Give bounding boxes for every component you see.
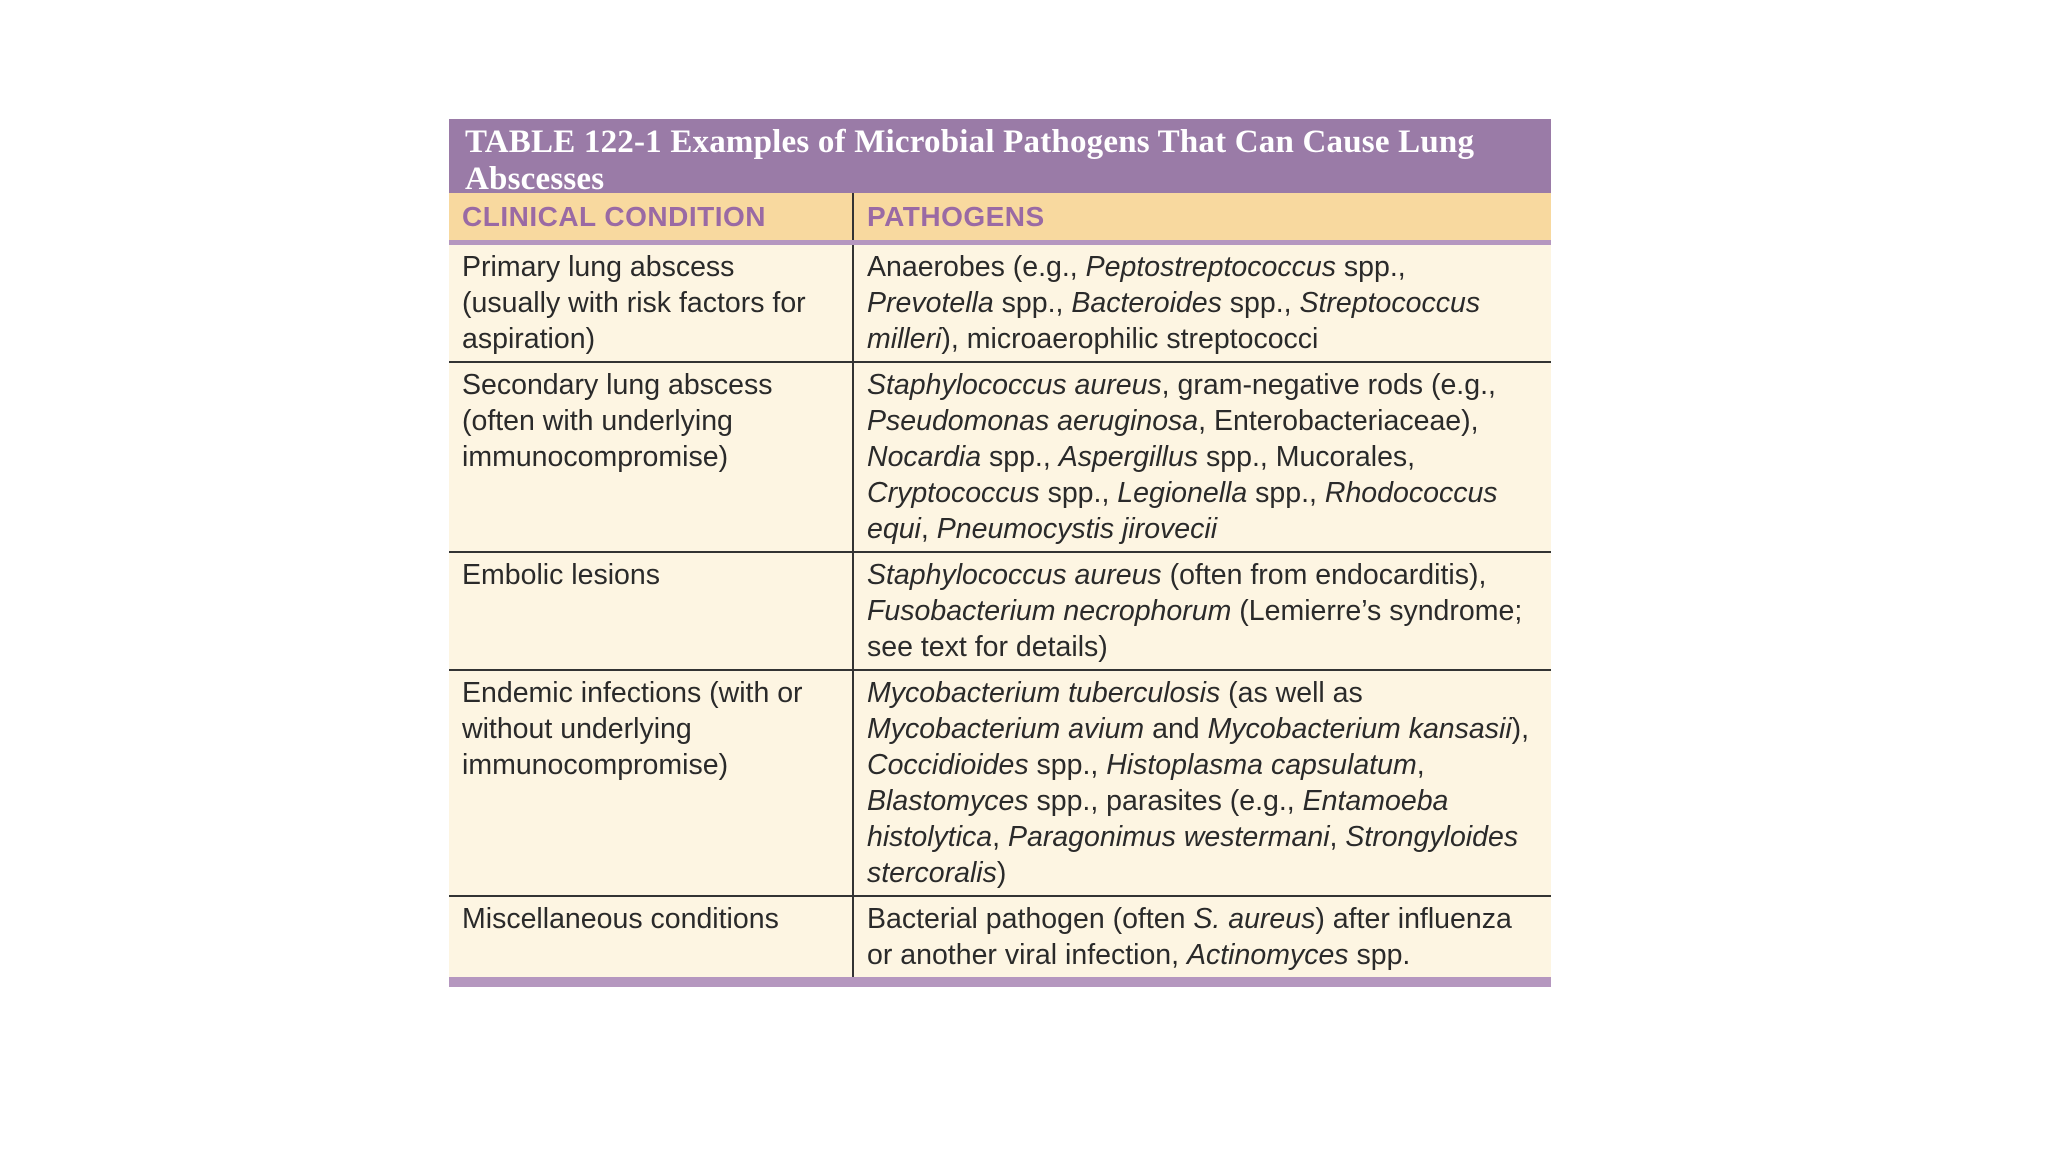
italic-taxon: S. aureus <box>1193 903 1316 935</box>
italic-taxon: Cryptococcus <box>867 477 1040 509</box>
table-row <box>449 243 1551 363</box>
italic-taxon: Aspergillus <box>1058 441 1199 473</box>
italic-taxon: Strongyloides stercoralis <box>867 821 1519 889</box>
pathogens-cell <box>853 896 1551 977</box>
text-segment: spp., <box>1247 477 1325 509</box>
text-segment: spp., parasites (e.g., <box>1028 785 1303 817</box>
italic-taxon: Mycobacterium tuberculosis <box>867 677 1221 709</box>
italic-taxon: Prevotella <box>867 287 994 319</box>
italic-taxon: Mycobacterium avium <box>867 713 1145 745</box>
text-segment: , <box>1416 749 1425 781</box>
text-segment: Bacterial pathogen (often <box>867 903 1194 935</box>
text-segment: and <box>1144 713 1208 745</box>
text-segment: ), <box>1511 713 1530 745</box>
pathogens-cell <box>853 243 1551 363</box>
table-bottom-bar <box>449 977 1551 987</box>
condition-cell: Embolic lesions <box>449 552 853 670</box>
italic-taxon: Actinomyces <box>1187 939 1349 971</box>
pathogens-cell <box>853 552 1551 670</box>
column-header-pathogens: PATHOGENS <box>853 193 1551 243</box>
condition-cell: Secondary lung abscess (often with underlying immunocompromise) <box>449 362 853 552</box>
text-segment: spp. <box>1348 939 1411 971</box>
italic-taxon: Peptostreptococcus <box>1085 251 1336 283</box>
italic-taxon: Nocardia <box>867 441 982 473</box>
condition-cell: Primary lung abscess (usually with risk factors for aspiration) <box>449 243 853 363</box>
pathogens-cell <box>853 362 1551 552</box>
condition-cell: Miscellaneous conditions <box>462 903 779 935</box>
table-title: TABLE 122-1 Examples of Microbial Pathogens That Can Cause Lung Abscesses <box>449 119 1551 193</box>
text-segment: spp., <box>1028 749 1107 781</box>
table-row <box>449 896 1551 977</box>
text-segment: , gram-negative rods (e.g., <box>1161 369 1496 401</box>
text-segment: (as well as <box>1220 677 1363 709</box>
italic-taxon: Staphylococcus aureus <box>867 369 1162 401</box>
text-segment: spp., <box>993 287 1072 319</box>
italic-taxon: Blastomyces <box>867 785 1029 817</box>
text-segment: ) after influenza or another viral infection, <box>867 903 1512 971</box>
text-segment: , <box>1329 821 1346 853</box>
text-segment: ) <box>996 857 1007 889</box>
text-segment: spp., <box>981 441 1059 473</box>
condition-cell: Endemic infections (with or without underlying immunocompromise) <box>449 670 853 896</box>
table-row <box>449 552 1551 670</box>
text-segment: Anaerobes (e.g., <box>867 251 1086 283</box>
italic-taxon: Pneumocystis jirovecii <box>936 513 1218 545</box>
text-segment: spp., <box>1335 251 1406 283</box>
italic-taxon: Mycobacterium kansasii <box>1207 713 1512 745</box>
text-segment: , <box>920 513 937 545</box>
italic-taxon: Paragonimus westermani <box>1007 821 1330 853</box>
text-segment: spp., Mucorales, <box>1198 441 1416 473</box>
italic-taxon: Streptococcus milleri <box>867 287 1481 355</box>
text-segment: ), microaerophilic streptococci <box>941 323 1319 355</box>
pathogens-cell <box>853 670 1551 896</box>
pathogen-table <box>449 119 1551 987</box>
text-segment: (Lemierre’s syndrome; see text for details) <box>867 595 1523 663</box>
text-segment: , Enterobacteriaceae), <box>1198 405 1479 437</box>
italic-taxon: Legionella <box>1117 477 1248 509</box>
italic-taxon: Bacteroides <box>1071 287 1222 319</box>
italic-taxon: Histoplasma capsulatum <box>1106 749 1417 781</box>
text-segment: spp., <box>1221 287 1300 319</box>
table-row <box>449 670 1551 896</box>
italic-taxon: Staphylococcus aureus <box>867 559 1162 591</box>
italic-taxon: Fusobacterium necrophorum <box>867 595 1232 627</box>
text-segment: (often from endocarditis), <box>1161 559 1487 591</box>
italic-taxon: Entamoeba histolytica <box>867 785 1449 853</box>
table-grid <box>449 193 1551 977</box>
italic-taxon: Coccidioides <box>867 749 1029 781</box>
italic-taxon: Rhodococcus equi <box>867 477 1498 545</box>
italic-taxon: Pseudomonas aeruginosa <box>867 405 1199 437</box>
text-segment: , <box>992 821 1008 853</box>
table-row <box>449 362 1551 552</box>
header-row <box>449 193 1551 243</box>
column-header-clinical-condition: CLINICAL CONDITION <box>449 193 853 243</box>
text-segment: spp., <box>1039 477 1118 509</box>
